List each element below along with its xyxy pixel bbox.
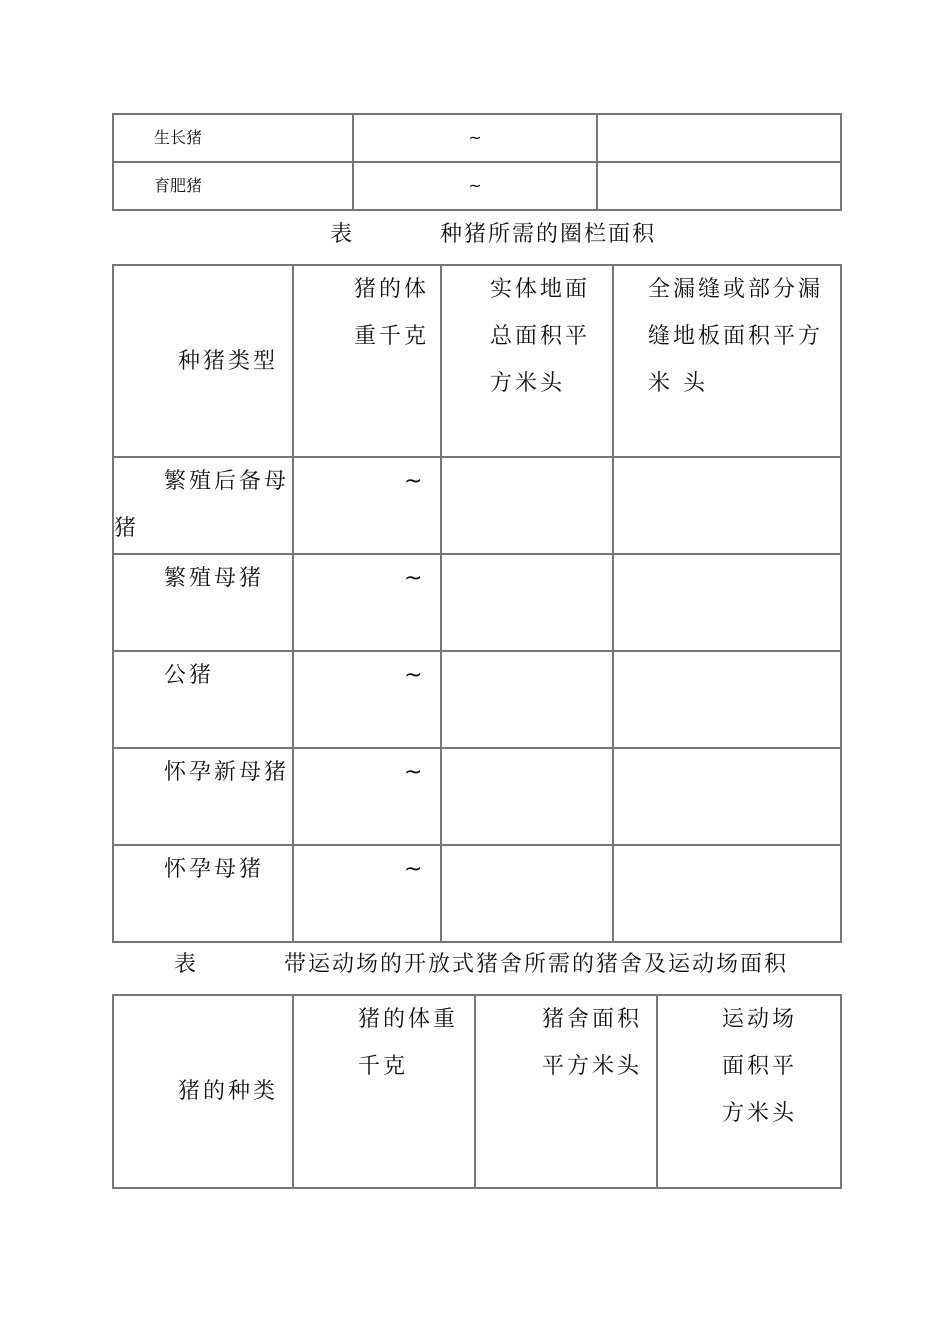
header-yard-area: 运动场面积平方米头 [657, 995, 841, 1188]
solid-area-cell [441, 554, 613, 651]
slatted-area-cell [613, 457, 841, 554]
table-row [113, 748, 841, 845]
header-house-area: 猪舍面积平方米头 [475, 995, 657, 1188]
pig-type-cell: 育肥猪 [113, 162, 353, 210]
pig-type-cell: 怀孕母猪 [113, 845, 293, 942]
weight-cell: ~ [353, 114, 597, 162]
table-row [113, 554, 841, 651]
table-header-row [113, 265, 841, 457]
table-row [113, 457, 841, 554]
header-weight: 猪的体重千克 [293, 995, 475, 1188]
pig-type-cell: 繁殖母猪 [113, 554, 293, 651]
table-top [112, 113, 842, 211]
table-row [113, 162, 841, 210]
table-row [113, 651, 841, 748]
header-weight: 猪的体重千克 [293, 265, 441, 457]
header-pig-type: 种猪类型 [113, 265, 293, 457]
weight-cell: ~ [293, 554, 441, 651]
breeding-pig-pen-table [112, 264, 842, 943]
table-caption-title: 带运动场的开放式猪舍所需的猪舍及运动场面积 [284, 952, 789, 977]
header-pig-kind: 猪的种类 [113, 995, 293, 1188]
header-slatted-floor-area: 全漏缝或部分漏缝地板面积平方米 头 [613, 265, 841, 457]
solid-area-cell [441, 748, 613, 845]
solid-area-cell [441, 457, 613, 554]
weight-cell: ~ [293, 651, 441, 748]
table-row [113, 114, 841, 162]
weight-cell: ~ [353, 162, 597, 210]
weight-cell: ~ [293, 845, 441, 942]
table-caption-prefix: 表 [174, 952, 199, 977]
pig-type-cell: 怀孕新母猪 [113, 748, 293, 845]
slatted-area-cell [613, 748, 841, 845]
table-header-row [113, 995, 841, 1188]
pig-type-cell: 繁殖后备母猪 [113, 457, 293, 554]
weight-cell: ~ [293, 457, 441, 554]
area-cell [597, 114, 841, 162]
slatted-area-cell [613, 651, 841, 748]
pig-type-cell: 公猪 [113, 651, 293, 748]
table-caption-prefix: 表 [330, 222, 355, 247]
area-cell [597, 162, 841, 210]
pig-type-cell: 生长猪 [113, 114, 353, 162]
open-pig-house-table [112, 994, 842, 1189]
slatted-area-cell [613, 554, 841, 651]
header-solid-floor-area: 实体地面总面积平方米头 [441, 265, 613, 457]
slatted-area-cell [613, 845, 841, 942]
table-row [113, 845, 841, 942]
weight-cell: ~ [293, 748, 441, 845]
solid-area-cell [441, 651, 613, 748]
table-caption-title: 种猪所需的圈栏面积 [440, 222, 657, 247]
solid-area-cell [441, 845, 613, 942]
